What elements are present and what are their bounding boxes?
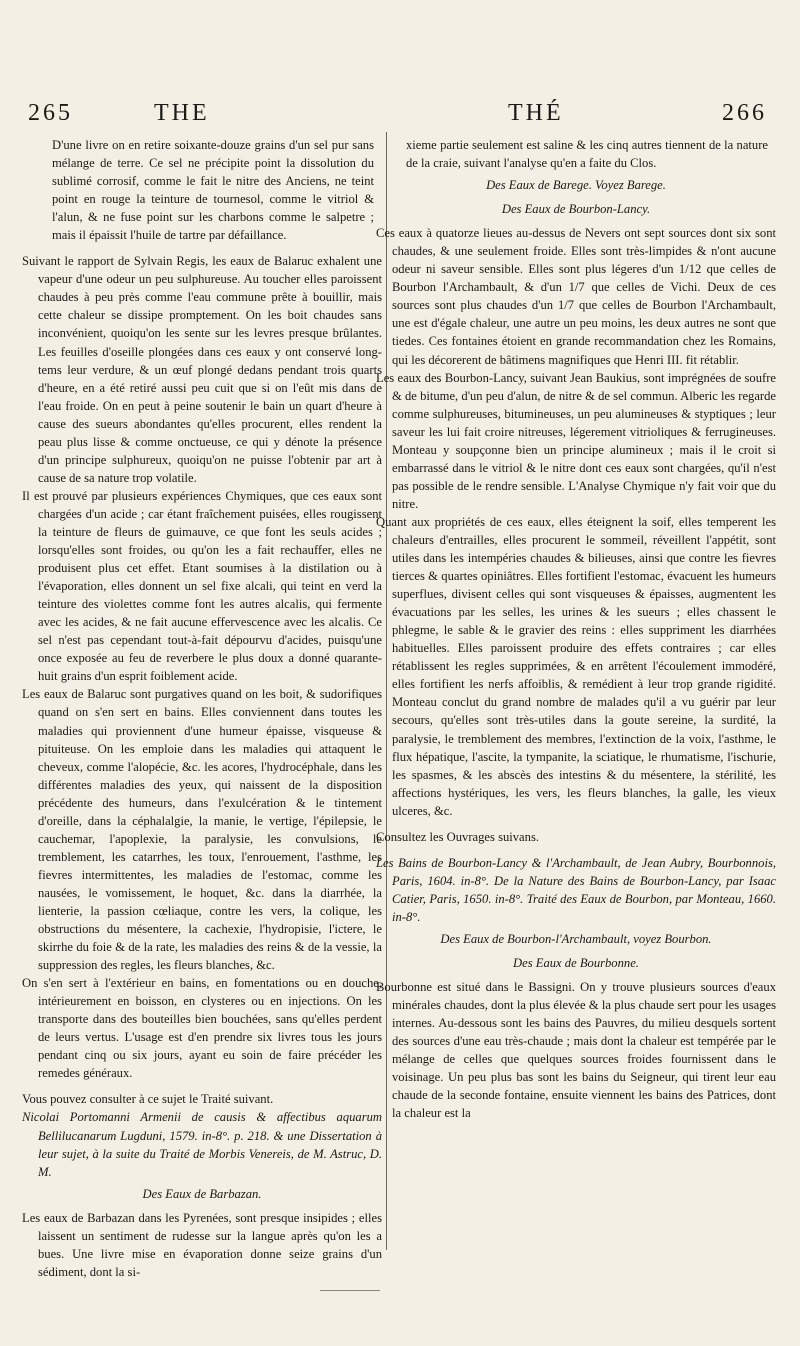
right-column <box>376 136 776 1122</box>
section-heading-bourbon-archambault: Des Eaux de Bourbon-l'Archambault, voyez Bourbon. <box>440 931 712 946</box>
paragraph-barbazan: Les eaux de Barbazan dans les Pyrenées, sont presque insipides ; elles laissent un sentiment de rudesse sur la langue après qu'on les a bues. Une livre mise en évaporation donne seize grains d'un sédiment, dont la si- <box>22 1210 382 1279</box>
page-footer-mark <box>320 1290 380 1293</box>
paragraph-chemical-experiments: Il est prouvé par plusieurs expériences Chymiques, que ces eaux sont chargées d'un acide ; car étant fraîchement puisées, elles rougissent la teinture de fleurs de guimauve, ce que font les seuls acides ; lorsqu'elles sont froides, ou qu'on les a fait rechauffer, elles ne produisent plus cet effet. Etant soumises à la distilation ou à l'évaporation, elles donnent un sel fixe alcali, qui teint en verd la teinture des violettes comme font les autres alcalis, qui fermente avec les acides, & ne fait aucune effervescence avec les alcalis. Ce sel n'est pas cependant tout-à-fait dépourvu d'acides, puisqu'une once exposée au feu de reverbere le plus doux a donné quarante-huit grains d'un esprit foiblement acide. <box>22 488 382 684</box>
paragraph-consult-works: Consultez les Ouvrages suivans. <box>376 829 539 844</box>
section-heading-bourbonne: Des Eaux de Bourbonne. <box>513 956 639 971</box>
paragraph-bourbon-lancy-sources: Ces eaux à quatorze lieues au-dessus de Nevers ont sept sources dont six sont chaudes, & une seulement froide. Elles sont très-limpides & n'ont aucune odeur ni saveur sensible. Elles sont plus légeres d'un 1/12 que celles de Bourbon l'Archambault, & d'un 1/7 que celles de Vichi. Deux de ces sources sont plus chaudes d'un 1/7 que celles de Bourbon l'Archambault, une est d'égale chaleur, une autre un peu moins, les deux autres ne sont que tiedes. Ces fontaines étoient en grande recommandation chez les Romains, qui les décorerent de bâtimens magnifiques que Henri III. fit rétablir. <box>376 226 776 367</box>
running-title-right: THÉ <box>508 100 564 126</box>
paragraph-bourbonne: Bourbonne est situé dans le Bassigni. On y trouve plusieurs sources d'eaux minérales chaudes, dont la plus élevée & la plus chaude sert pour les usages internes. Au-dessous sont les bains des Pauvres, du milieu desquels sortent des sources d'une eau très-chaude ; mais dont la chaleur est tempérée par le mélange de celles que quelques sources froides fournissent dans le voisinage. Un peu plus bas sont les bains du Seigneur, qui tirent leur eau chaude de la seconde fontaine, ensuite viennent les bains des Patrices, dont la chaleur est la <box>376 980 776 1121</box>
paragraph-regis-report: Suivant le rapport de Sylvain Regis, les eaux de Balaruc exhalent une vapeur d'une odeur un peu sulphureuse. Au toucher elles paroissent chaudes à peu près comme l'eau commune prête à bouillir, mais cette chaleur se dissipe promptement. On les boit chaudes sans inconvénient, quoiqu'on les sente sur les levres presque brûlantes. Les feuilles d'oseille plongées dans ces eaux y ont conservé long-tems leur verdure, & un œuf plongé dedans pendant trois quarts d'heure, en a été retiré aussi peu cuit que si on l'eût mis dans de l'eau froide. On en peut à peine soutenir le bain un quart d'heure à cause des sueurs abondantes qu'elles procurent, elles rendent la peau plus lisse & comme onctueuse, ce qui y dénote la présence d'un principe sulphureux, quoiqu'on ne puisse l'obtenir par art à cause de sa nature trop volatile. <box>22 254 382 485</box>
paragraph-balaruc-uses: Les eaux de Balaruc sont purgatives quand on les boit, & sudorifiques quand on s'en sert en bains. Elles conviennent dans toutes les maladies qui proviennent d'une humeur épaisse, visqueuse & pituiteuse. On les emploie dans les maladies qui attaquent le cheveux, comme l'alopécie, &c. les acores, l'hydrocéphale, dans les différentes maladies des yeux, qui naissent de la disposition précédente des humeurs, dans l'exulcération & le tintement d'oreille, dans la céphalalgie, la manie, le vertige, l'épilepsie, le cauchemar, l'apoplexie, la paralysie, les convulsions, le tremblement, les catarrhes, les toux, l'enrouement, l'asthme, les fievres intermittentes, les maladies de l'estomac, comme les nausées, le vomissement, le hoquet, &c. dans la diarrhée, la lienterie, la passion cœliaque, contre les vers, la colique, les obstructions du mésentere, la cachexie, l'hydropisie, l'ictere, le skirrhe du foie & de la rate, les maladies des reins & de la vessie, la suppression des regles, les fleurs blanches, &c. <box>22 687 382 973</box>
section-heading-barbazan: Des Eaux de Barbazan. <box>142 1186 262 1201</box>
left-column <box>22 136 382 1281</box>
page-number-right: 266 <box>722 100 767 126</box>
running-header <box>28 100 772 134</box>
paragraph-bourbon-lancy-properties: Quant aux propriétés de ces eaux, elles éteignent la soif, elles temperent les chaleurs d'entrailles, elles procurent le sommeil, réveillent l'appétit, sont utiles dans les intempéries chaudes & bilieuses, ainsi que contre les fievres tierces & quartes opiniâtres. Elles fortifient l'estomac, évacuent les humeurs superflues, divisent celles qui sont visqueuses & épaisses, augmentent les évacuations par les selles, les urines & les sueurs ; elles chassent le phlegme, le sable & le gravier des reins : elles suppriment les diarrhées habituelles. Elles paroissent produire des effets contraires ; car elles rétablissent les regles supprimées, & en arrêtent l'écoulement immodéré, elles fortifient les nerfs affoiblis, & remédient à leur trop grande rigidité. Monteau conclut du grand nombre de malades qu'il a vu guérir par leur secours, qu'elles sont très-utiles dans la goute sereine, la surdité, la paralysie, le tremblement des membres, l'extinction de la voix, l'asthme, le flux hépatique, l'ascite, la tympanite, la sciatique, le rhumatisme, l'ischurie, les spasmes, & les abscès des intestins & du mésentere, la stérilité, les affections hystériques, les vers, les fleurs blanches, la galle, les vieux ulceres, &c. <box>376 514 776 818</box>
paragraph-consult: Vous pouvez consulter à ce sujet le Traité suivant. <box>22 1092 274 1107</box>
section-heading-bourbon-lancy: Des Eaux de Bourbon-Lancy. <box>501 202 651 217</box>
paragraph-salt-analysis: D'une livre on en retire soixante-douze grains d'un sel pur sans mélange de terre. Ce sel ne précipite point la dissolution du sublimé corrosif, comme le fait le nitre des Anciens, ne teint point en rouge la teinture de tournesol, comme le vitriol & l'alun, & ne fuse point sur les charbons comme le salpetre ; mais il épaissit l'huile de tartre par défaillance. <box>52 138 374 243</box>
page-number-left: 265 <box>28 100 73 126</box>
citation-portomanni: Nicolai Portomanni Armenii de causis & affectibus aquarum Bellilucanarum Lugduni, 1579. in-8°. p. 218. & une Dissertation à leur sujet, à la suite du Traité de Morbis Venereis, de M. Astruc, D. M. <box>22 1110 382 1179</box>
running-title-left: THE <box>154 100 210 126</box>
paragraph-external-use: On s'en sert à l'extérieur en bains, en fomentations ou en douche, intérieurement en boisson, en clysteres ou en injections. On les transporte dans des bouteilles bien bouchées, sans qu'elles perdent de leurs vertus. L'usage est d'en prendre six livres tous les jours pendant cinq ou six jours, ayant eu soin de faire précéder les remedes généraux. <box>22 976 382 1081</box>
paragraph-continuation: xieme partie seulement est saline & les cinq autres tiennent de la nature de la craie, suivant l'analyse qu'en a faite du Clos. <box>406 138 768 171</box>
paragraph-bourbon-lancy-composition: Les eaux des Bourbon-Lancy, suivant Jean Baukius, sont imprégnées de soufre & de bitume, d'un peu d'alun, de nitre & de sel commun. Alberic les regarde comme sulphureuses, bitumineuses, un peu alumineuses & styptiques ; leur saveur les lui fait croire nitreuses, légerement vitrioliques & ferrugineuses. Monteau y soupçonne bien un principe alumineux ; mais il le croit si embarrassé dans le vitriol & le nitre dont ces eaux sont chargées, qu'il n'est pas possible de le rendre sensible. L'Analyse Chymique n'y fait voir que du nitre. <box>376 370 776 511</box>
section-heading-barege: Des Eaux de Barege. Voyez Barege. <box>486 178 666 193</box>
citation-bourbon-works: Les Bains de Bourbon-Lancy & l'Archambault, de Jean Aubry, Bourbonnois, Paris, 1604. in-8°. De la Nature des Bains de Bourbon-Lancy, par Isaac Catier, Paris, 1650. in-8°. Traité des Eaux de Bourbon, par Monteau, 1660. in-8°. <box>376 855 776 924</box>
